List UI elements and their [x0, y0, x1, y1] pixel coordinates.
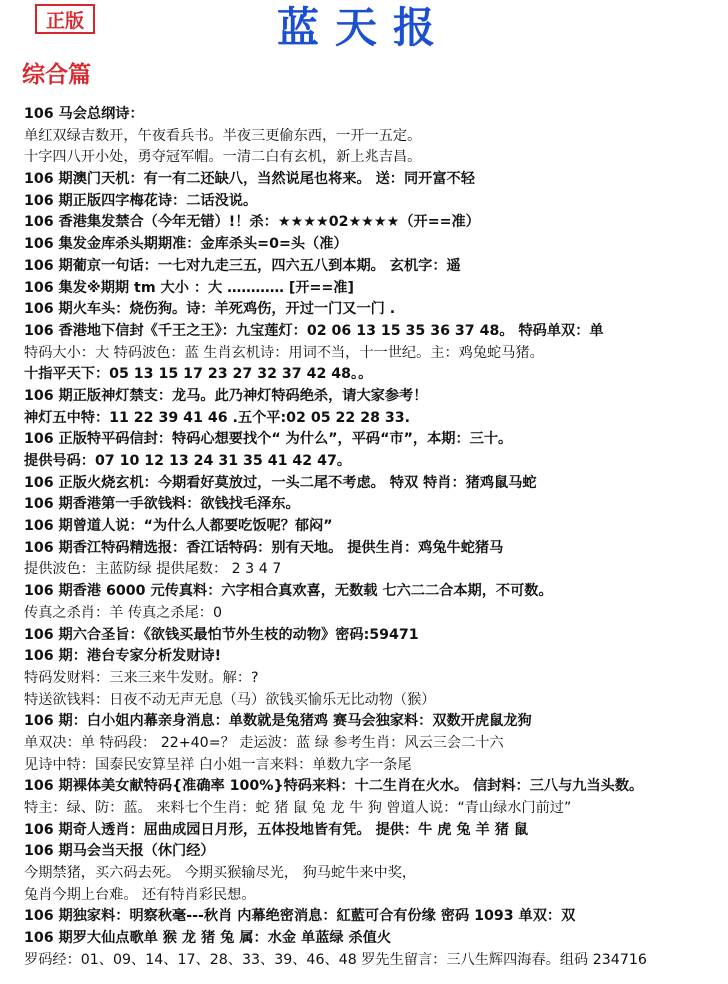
text-line: 见诗中特：国泰民安算呈祥 白小姐一言来料：单数九字一条尾: [24, 756, 412, 773]
text-line: 特码大小：大 特码波色：蓝 生肖玄机诗：用词不当，十一世纪。主：鸡兔蛇马猪。: [24, 344, 544, 361]
text-line: 106 期香江特码精选报：香江话特码：别有天地。 提供生肖：鸡兔牛蛇猪马: [24, 539, 504, 556]
text-line: 106 期六合圣旨：《欲钱买最怕节外生枝的动物》密码:59471: [24, 626, 419, 643]
article-body: [24, 104, 722, 972]
text-line: 106 正版特平码信封：特码心想要找个“ 为什么”，平码“市”，本期：三十。: [24, 431, 513, 448]
text-line: 106 集发※期期 tm 大小 ：大 ………… [开==准]: [24, 279, 354, 296]
text-line: 提供波色：主蓝防绿 提供尾数： 2 3 4 7: [24, 561, 282, 578]
text-line: 106 期罗大仙点歌单 猴 龙 猪 兔 属：水金 单蓝绿 杀值火: [24, 930, 392, 947]
text-line: 106 期澳门天机：有一有二还缺八，当然说尾也将来。 送：同开富不轻: [24, 171, 475, 188]
text-line: 106 集发金库杀头期期准：金库杀头=0=头（准）: [24, 236, 348, 253]
text-line: 106 香港地下信封《千王之王》：九宝莲灯：02 06 13 15 35 36 37 48。 特码单双：单: [24, 322, 604, 339]
text-line: 106 正版火烧玄机：今期看好莫放过，一头二尾不考虑。 特双 特肖：猪鸡鼠马蛇: [24, 474, 537, 491]
text-line: 神灯五中特：11 22 39 41 46 .五个平:02 05 22 28 33.: [24, 409, 411, 426]
text-line: 106 期马会当天报（休门经）: [24, 843, 215, 860]
text-line: 106 期裸体美女献特码{准确率 100%}特码来料：十二生肖在火水。 信封料：三八与九当头数。: [24, 778, 644, 795]
text-line: 特码发财料：三来三来牛发财。解：?: [24, 669, 259, 686]
text-line: 106 期香港 6000 元传真料：六字相合真欢喜，无数载 七六二二合本期，不可数。: [24, 583, 553, 600]
text-line: 十字四八开小处，勇夺冠军帽。一清二白有玄机，新上兆吉昌。: [24, 149, 422, 166]
text-line: 106 期：港台专家分析发财诗!: [24, 648, 222, 665]
text-line: 传真之杀肖：羊 传真之杀尾：0: [24, 604, 222, 621]
text-line: 106 期：白小姐内幕亲身消息：单数就是兔猪鸡 赛马会独家料：双数开虎鼠龙狗: [24, 713, 532, 730]
text-line: 特主：绿、防：蓝。 来料七个生肖：蛇 猪 鼠 兔 龙 牛 狗 曾道人说：“青山绿水门前过”: [24, 800, 572, 816]
text-line: 罗码经：01、09、14、17、28、33、39、46、48 罗先生留言：三八生辉四海春。组码 234716: [24, 951, 647, 968]
text-line: 单双决：单 特码段： 22+40=？ 走运波：蓝 绿 参考生肖：风云三会二十六: [24, 734, 504, 751]
text-line: 106 期葡京一句话：一七对九走三五，四六五八到本期。 玄机字：遥: [24, 257, 461, 274]
text-line: 106 期火车头：烧伤狗。诗：羊死鸡伤，开过一门又一门 .: [24, 301, 396, 318]
text-line: 106 期正版四字梅花诗：二话没说。: [24, 192, 258, 209]
text-line: 单红双绿吉数开，午夜看兵书。半夜三更偷东西，一开一五定。: [24, 127, 422, 144]
text-line: 提供号码：07 10 12 13 24 31 35 41 42 47。: [24, 453, 352, 469]
page-title: 蓝天报: [276, 3, 451, 52]
text-line: 十指平天下：05 13 15 17 23 27 32 37 42 48。。: [24, 366, 373, 383]
section-heading: 综合篇: [22, 61, 91, 88]
text-line: 兔肖今期上台难。 还有特肖彩民想。: [24, 886, 256, 903]
edition-badge: 正版: [35, 4, 95, 34]
text-line: 106 马会总纲诗：: [24, 106, 144, 122]
text-line: 106 期正版神灯禁支：龙马。此乃神灯特码绝杀，请大家参考！: [24, 387, 428, 404]
text-line: 106 香港集发禁合（今年无错）!！杀：★★★★02★★★★（开==准）: [24, 214, 480, 231]
text-line: 今期禁猪，买六码去死。 今期买猴输尽光， 狗马蛇牛来中奖，: [24, 865, 417, 882]
text-line: 106 期独家料：明察秋毫---秋肖 内幕绝密消息：紅藍可合有份缘 密码 1093 单双：双: [24, 908, 576, 925]
text-line: 106 期曾道人说：“为什么人都要吃饭呢？郁闷”: [24, 518, 333, 535]
text-line: 特送欲钱料：日夜不动无声无息（马）欲钱买愉乐无比动物（猴）: [24, 691, 436, 708]
text-line: 106 期香港第一手欲钱料：欲钱找毛泽东。: [24, 496, 300, 513]
text-line: 106 期奇人透肖：屈曲成园日月形，五体投地皆有凭。 提供：牛 虎 兔 羊 猪 鼠: [24, 821, 529, 838]
